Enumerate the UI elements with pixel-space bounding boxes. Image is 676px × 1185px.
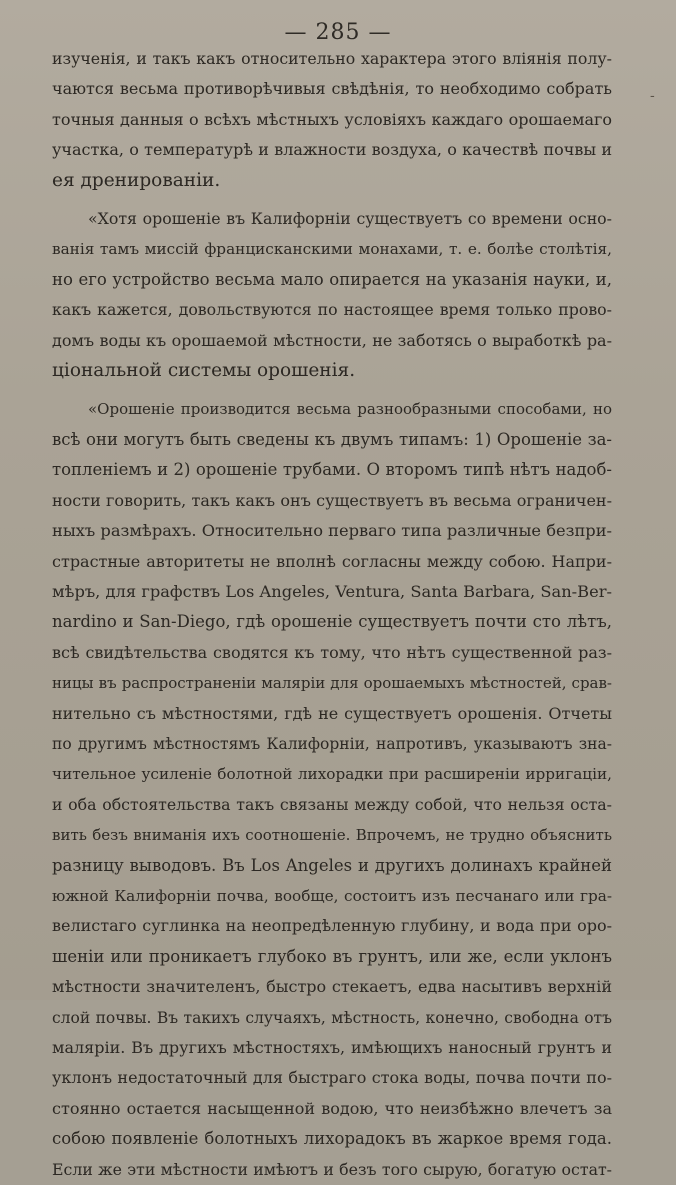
text-line: домъ воды къ орошаемой мѣстности, не заботясь о выработкѣ ра-: [52, 330, 612, 350]
text-line: ности говорить, такъ какъ онъ существуетъ въ весьма ограничен-: [52, 490, 612, 510]
text-line: но его устройство весьма мало опирается на указанія науки, и,: [52, 269, 612, 289]
text-line: ванія тамъ миссій францисканскими монахами, т. е. болѣе столѣтія,: [52, 240, 612, 259]
text-line: и оба обстоятельства такъ связаны между собой, что нельзя оста-: [52, 794, 612, 814]
text-line: вить безъ вниманія ихъ соотношеніе. Впрочемъ, не трудно объяснить: [52, 826, 612, 845]
text-line: какъ кажется, довольствуются по настоящее время только прово-: [52, 300, 612, 320]
text-line: мѣстности значителенъ, быстро стекаетъ, едва насытивъ верхній: [52, 977, 612, 997]
text-line: слой почвы. Въ такихъ случаяхъ, мѣстность, конечно, свободна отъ: [52, 1008, 612, 1027]
text-line: всѣ они могутъ быть сведены къ двумъ типамъ: 1) Орошеніе за-: [52, 429, 612, 449]
text-line: уклонъ недостаточный для быстраго стока воды, почва почти по-: [52, 1068, 612, 1088]
text-line: ціональной системы орошенія.: [52, 360, 356, 382]
text-line: ницы въ распространеніи маляріи для орошаемыхъ мѣстностей, срав-: [52, 674, 612, 693]
text-line: мѣръ, для графствъ Los Angeles, Ventura, Santa Barbara, San-Ber-: [52, 581, 612, 601]
paragraph-3: [52, 394, 612, 1185]
paragraph-2: [52, 204, 612, 386]
text-line: шеніи или проникаетъ глубоко въ грунтъ, или же, если уклонъ: [52, 946, 612, 966]
text-line: «Хотя орошеніе въ Калифорніи существуетъ со времени осно-: [88, 209, 612, 229]
text-line: ея дренированіи.: [52, 169, 221, 191]
text-line: всѣ свидѣтельства сводятся къ тому, что нѣтъ существенной раз-: [52, 642, 612, 662]
text-line: точныя данныя о всѣхъ мѣстныхъ условіяхъ каждаго орошаемаго: [52, 109, 612, 129]
text-line: южной Калифорніи почва, вообще, состоитъ изъ песчанаго или гра-: [52, 886, 612, 905]
text-line: маляріи. Въ другихъ мѣстностяхъ, имѣющихъ наносный грунтъ и: [52, 1038, 612, 1057]
text-line: стоянно остается насыщенной водою, что неизбѣжно влечетъ за: [52, 1098, 612, 1118]
body-text: [52, 44, 612, 1185]
text-line: страстные авторитеты не вполнѣ согласны между собою. Напри-: [52, 551, 612, 571]
text-line: собою появленіе болотныхъ лихорадокъ въ жаркое время года.: [52, 1129, 612, 1149]
text-line: изученія, и такъ какъ относительно характера этого вліянія полу-: [52, 49, 612, 68]
margin-mark: -: [650, 88, 655, 104]
paragraph-1: [52, 44, 612, 196]
page-number: — 285 —: [284, 20, 392, 45]
text-line: нительно съ мѣстностями, гдѣ не существуетъ орошенія. Отчеты: [52, 703, 612, 723]
text-line: велистаго суглинка на неопредѣленную глубину, и вода при оро-: [52, 916, 612, 936]
text-line: ныхъ размѣрахъ. Относительно перваго типа различные безпри-: [52, 521, 613, 541]
text-line: топленіемъ и 2) орошеніе трубами. О второмъ типѣ нѣтъ надоб-: [52, 460, 612, 480]
text-line: «Орошеніе производится весьма разнообразными способами, но: [88, 400, 612, 419]
text-line: участка, о температурѣ и влажности воздуха, о качествѣ почвы и: [52, 140, 612, 160]
text-line: чаются весьма противорѣчивыя свѣдѣнія, то необходимо собрать: [52, 79, 612, 99]
text-line: nardino и San-Diego, гдѣ орошеніе существуетъ почти сто лѣтъ,: [52, 612, 612, 632]
text-line: чительное усиленіе болотной лихорадки при расширеніи ирригаціи,: [52, 765, 612, 784]
text-line: по другимъ мѣстностямъ Калифорніи, напротивъ, указываютъ зна-: [52, 734, 612, 753]
text-line: Если же эти мѣстности имѣютъ и безъ того сырую, богатую остат-: [52, 1159, 612, 1179]
text-line: разницу выводовъ. Въ Los Angeles и другихъ долинахъ крайней: [52, 855, 612, 875]
